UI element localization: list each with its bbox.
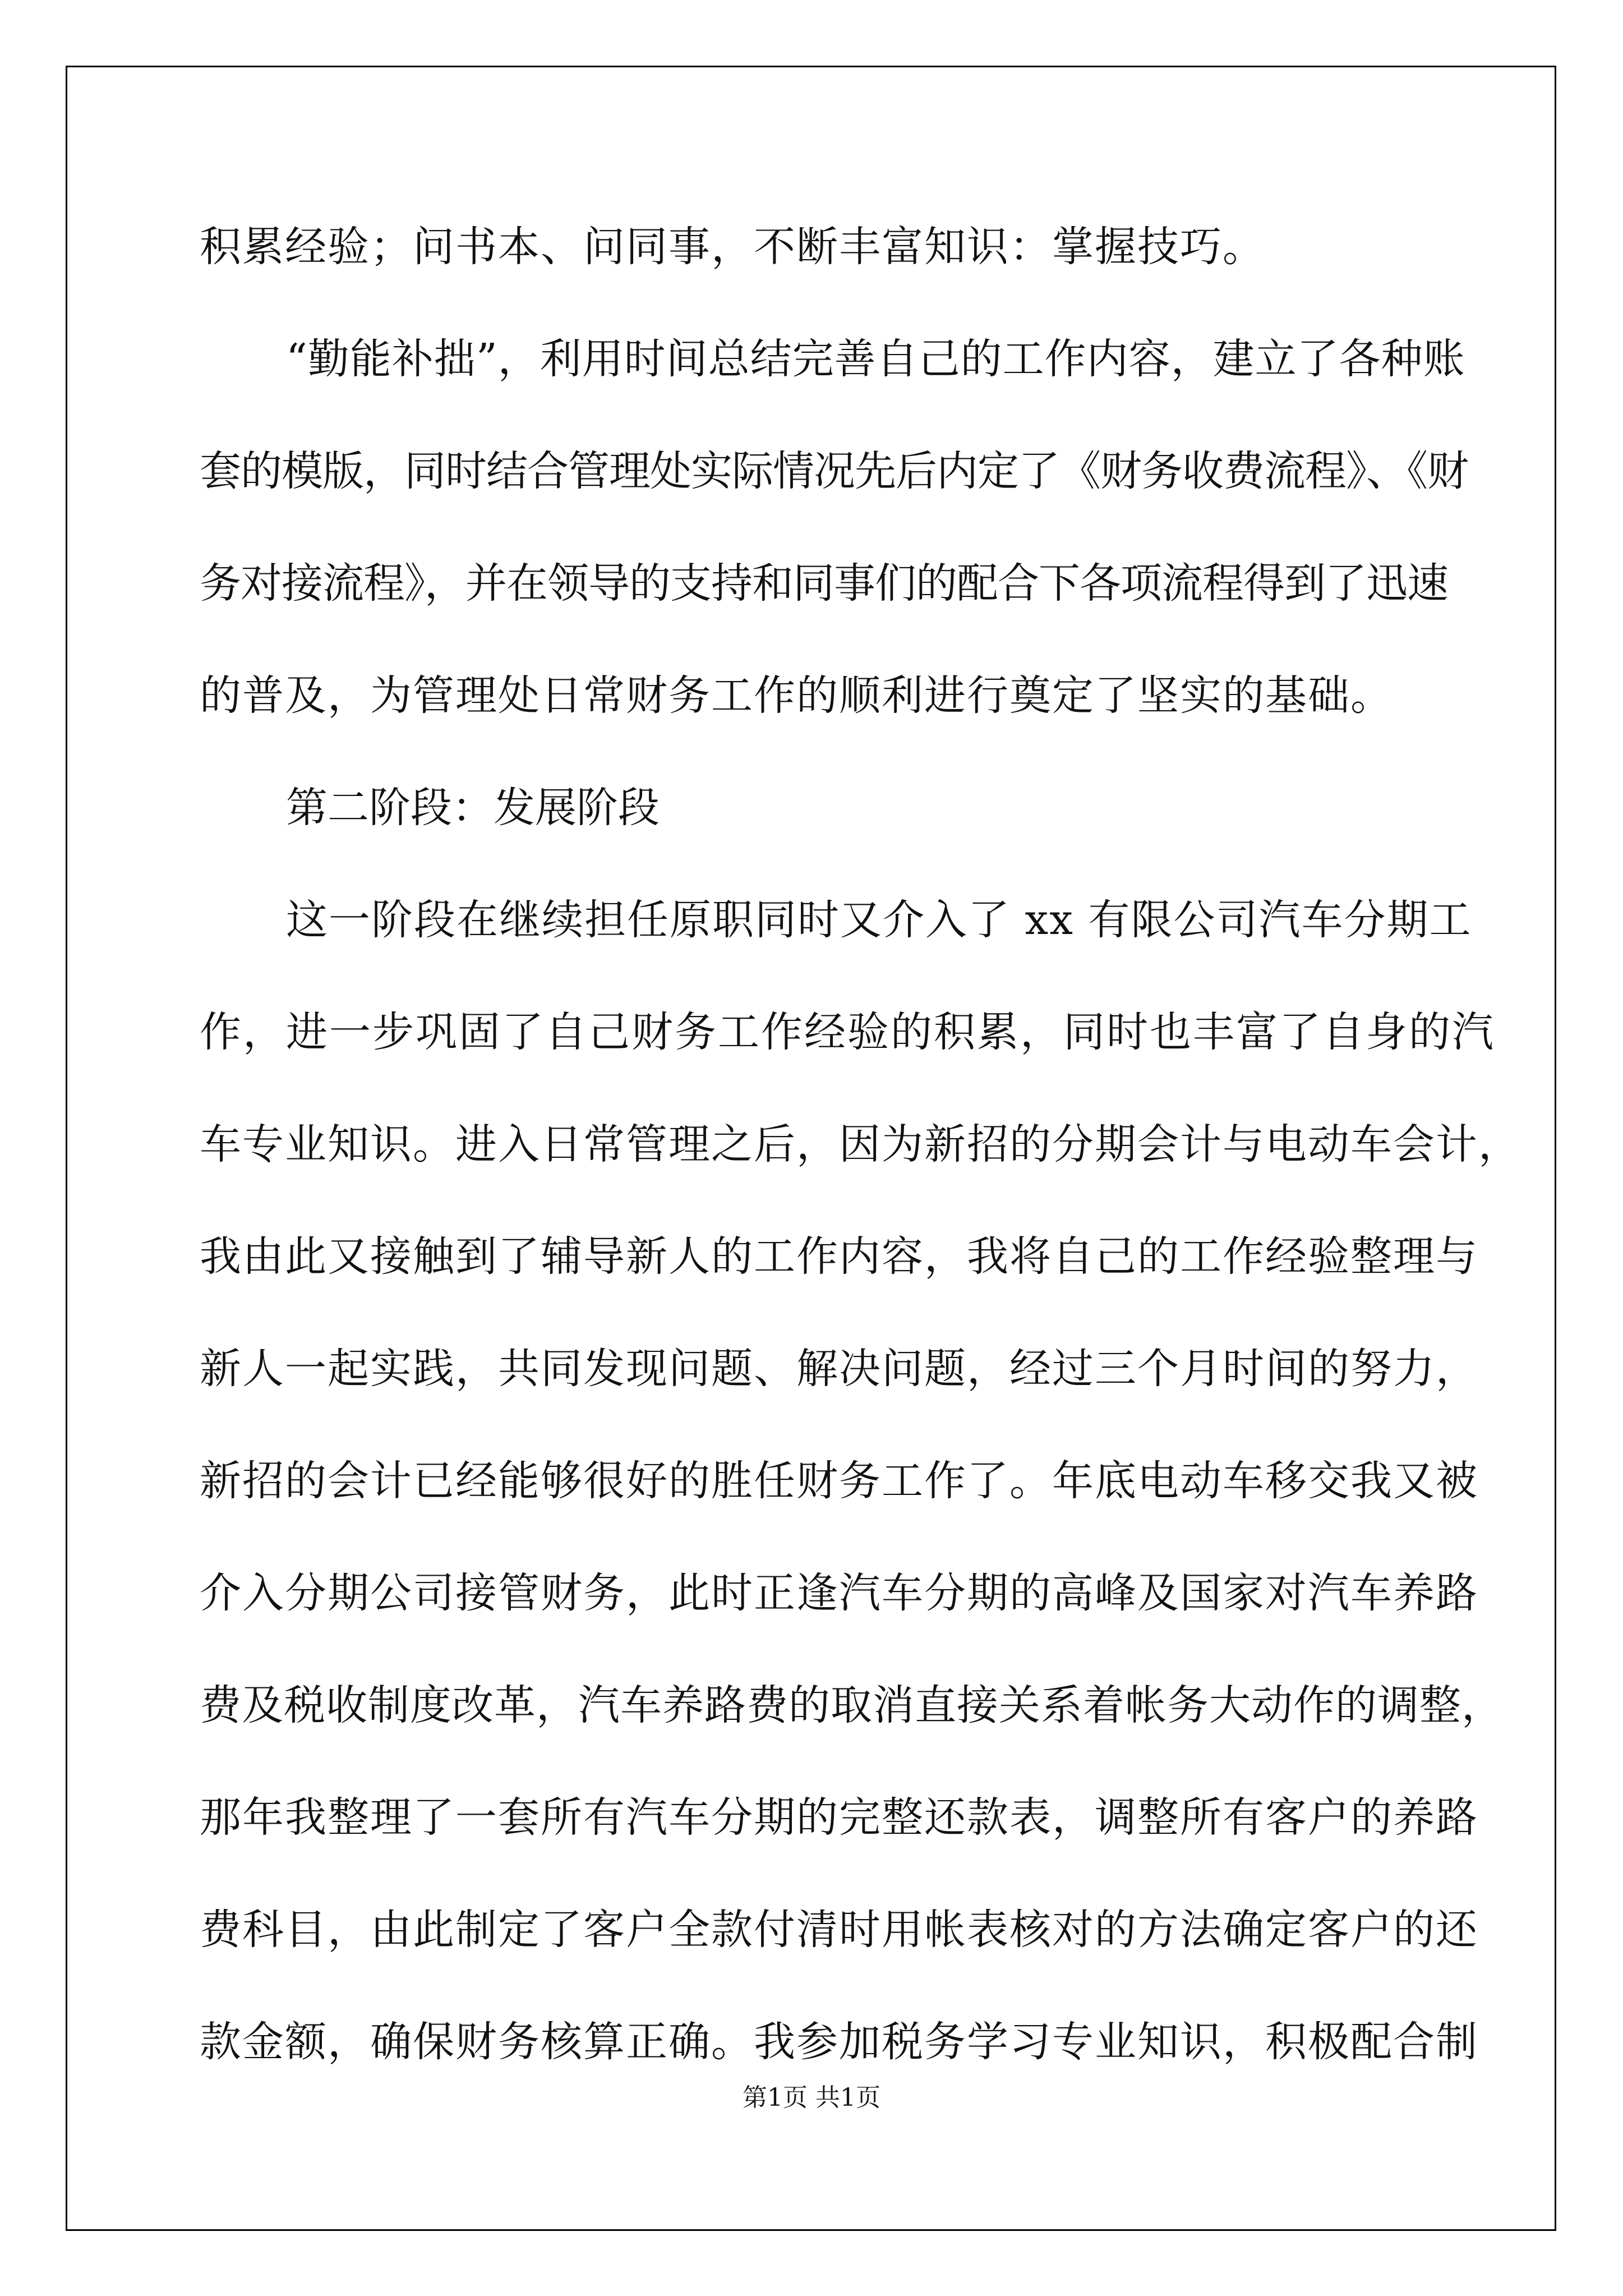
- text-line: 那年我整理了一套所有汽车分期的完整还款表，调整所有客户的养路: [200, 1793, 1478, 1842]
- text-line: 新人一起实践，共同发现问题、解决问题，经过三个月时间的努力，: [200, 1345, 1478, 1393]
- page-footer: 第1页 共1页: [743, 2083, 880, 2112]
- text-line: 这一阶段在继续担任原职同时又介入了 xx 有限公司汽车分期工: [286, 896, 1472, 944]
- text-line: 作，进一步巩固了自己财务工作经验的积累，同时也丰富了自身的汽: [200, 1008, 1495, 1056]
- text-line: 费科目，由此制定了客户全款付清时用帐表核对的方法确定客户的还: [200, 1906, 1478, 1954]
- text-line: 套的模版，同时结合管理处实际情况先后内定了《财务收费流程》、《财: [200, 447, 1468, 495]
- text-line: 务对接流程》，并在领导的支持和同事们的配合下各项流程得到了迅速: [200, 559, 1448, 608]
- text-line: “勤能补拙”，利用时间总结完善自己的工作内容，建立了各种账: [286, 335, 1465, 383]
- text-line: 积累经验；问书本、问同事，不断丰富知识：掌握技巧。: [200, 223, 1265, 271]
- section-heading: 第二阶段：发展阶段: [286, 784, 660, 832]
- text-line: 新招的会计已经能够很好的胜任财务工作了。年底电动车移交我又被: [200, 1457, 1478, 1505]
- text-line: 我由此又接触到了辅导新人的工作内容，我将自己的工作经验整理与: [200, 1232, 1478, 1281]
- text-line: 介入分期公司接管财务，此时正逢汽车分期的高峰及国家对汽车养路: [200, 1569, 1478, 1617]
- text-line: 费及税收制度改革，汽车养路费的取消直接关系着帐务大动作的调整，: [200, 1681, 1504, 1729]
- text-line: 车专业知识。进入日常管理之后，因为新招的分期会计与电动车会计，: [200, 1120, 1521, 1168]
- text-line: 款金额，确保财务核算正确。我参加税务学习专业知识，积极配合制: [200, 2018, 1478, 2066]
- text-line: 的普及，为管理处日常财务工作的顺利进行奠定了坚实的基础。: [200, 671, 1393, 720]
